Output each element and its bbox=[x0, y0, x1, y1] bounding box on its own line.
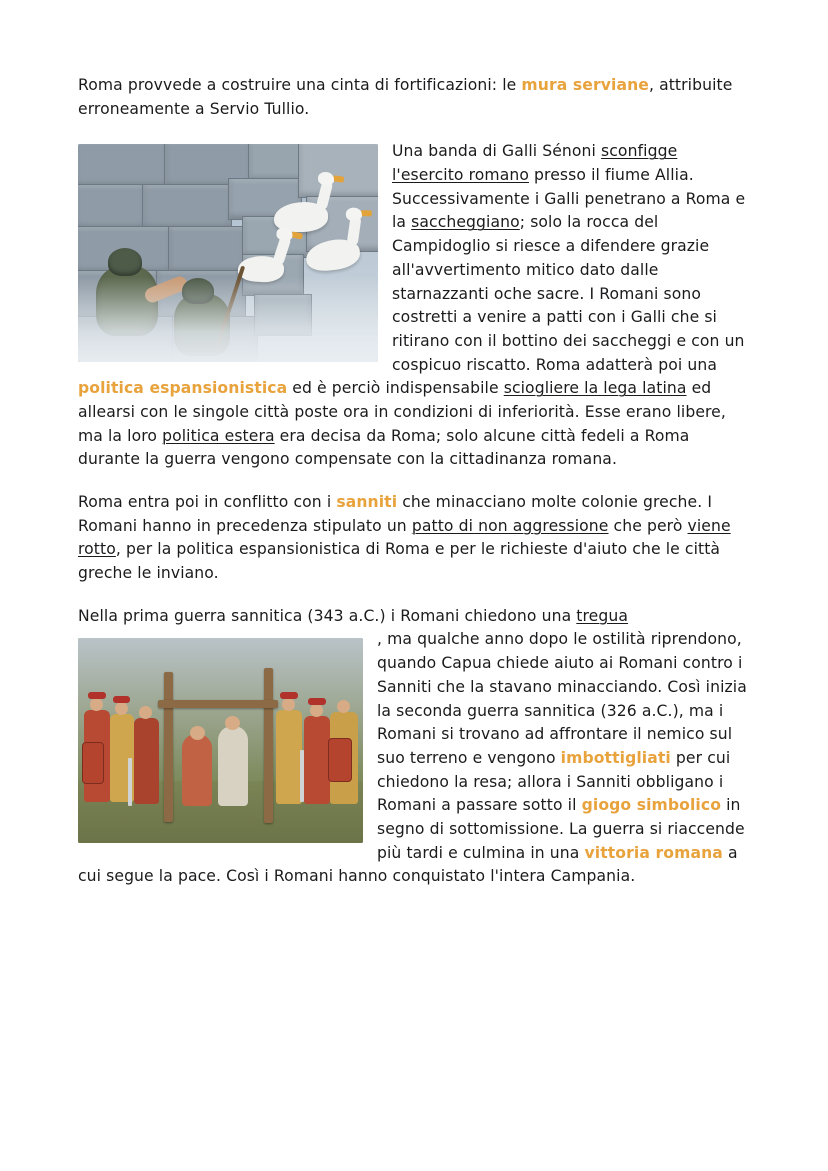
underline-saccheggiano: saccheggiano bbox=[411, 213, 520, 232]
helmet-crest bbox=[280, 692, 298, 699]
figure-captive bbox=[182, 734, 212, 806]
underline-viene-rotto: viene rotto bbox=[78, 516, 731, 559]
text-run: era decisa da Roma; solo alcune città fedeli a Roma durante la guerra vengono compensate con la cittadinanza romana. bbox=[78, 426, 690, 469]
helmet-crest bbox=[88, 692, 106, 699]
underline-politica-estera: politica estera bbox=[162, 426, 275, 445]
text-run: Nella prima guerra sannitica (343 a.C.) i Romani chiedono una bbox=[78, 606, 577, 625]
text-run: in segno di sottomissione. La guerra si riaccende più tardi e culmina in una bbox=[377, 796, 745, 862]
underline-sconfigge-esercito: sconfigge l'esercito romano bbox=[392, 142, 678, 185]
highlight-giogo-simbolico: giogo simbolico bbox=[581, 796, 722, 815]
yoke-crossbar bbox=[158, 700, 278, 708]
shield-shape bbox=[82, 742, 104, 784]
yoke-post-left bbox=[164, 672, 173, 822]
text-run: ed allearsi con le singole città poste ora in condizioni di inferiorità. Esse erano libere, ma la loro bbox=[78, 379, 726, 445]
sword-shape bbox=[128, 758, 132, 806]
text-run: Roma provvede a costruire una cinta di fortificazioni: le bbox=[78, 76, 522, 94]
highlight-politica-espansionistica: politica espansionistica bbox=[78, 379, 288, 398]
figure-soldier bbox=[276, 710, 302, 804]
illustration-mist bbox=[78, 277, 378, 362]
helmet-crest bbox=[113, 696, 130, 703]
text-run: , attribuite erroneamente a Servio Tullio. bbox=[78, 76, 733, 118]
highlight-mura-serviane: mura serviane bbox=[521, 76, 649, 94]
oche-capitoline-illustration bbox=[78, 144, 378, 362]
soldier-helmet bbox=[108, 248, 142, 276]
highlight-vittoria-romana: vittoria romana bbox=[584, 843, 723, 862]
figure-soldier bbox=[304, 716, 330, 804]
text-run: ed è perciò indispensabile bbox=[287, 379, 504, 398]
text-run: , per la politica espansionistica di Roma e per le richieste d'aiuto che le città greche le inviano. bbox=[78, 540, 721, 583]
underline-tregua: tregua bbox=[576, 606, 629, 625]
underline-patto-non-aggressione: patto di non aggressione bbox=[411, 516, 609, 535]
text-run: Roma entra poi in conflitto con i bbox=[78, 493, 337, 511]
block-galli-senoni bbox=[78, 140, 750, 491]
block-guerre-sannitiche bbox=[78, 605, 750, 908]
paragraph-mura-serviane bbox=[78, 74, 750, 121]
text-run: che però bbox=[608, 516, 688, 535]
text-run: a cui segue la pace. Così i Romani hanno conquistato l'intera Campania. bbox=[78, 843, 738, 886]
text-run: Una banda di Galli Sénoni bbox=[392, 142, 602, 161]
giogo-caudino-illustration bbox=[78, 638, 363, 843]
text-run: ; solo la rocca del Campidoglio si riesce a difendere grazie all'avvertimento mitico dato dalle starnazzanti oche sacre. I Romani sono costretti a venire a patti con i Galli che si ritirano con il bottino dei saccheggi e con un cospicuo riscatto. Roma adatterà poi una bbox=[392, 213, 745, 374]
shield-shape bbox=[328, 738, 352, 782]
document-body bbox=[78, 74, 750, 908]
text-run: , ma qualche anno dopo le ostilità riprendono, quando Capua chiede aiuto ai Romani contro i Sanniti che la stavano minacciando. Così inizia la seconda guerra sannitica (326 a.C.), ma i Romani si trovano ad affrontare il nemico sul suo terreno e vengono bbox=[377, 630, 747, 767]
paragraph-sanniti-conflitto bbox=[78, 491, 750, 586]
yoke-post-right bbox=[264, 668, 273, 823]
text-run: presso il fiume Allia. Successivamente i Galli penetrano a Roma e la bbox=[392, 166, 746, 232]
underline-sciogliere-lega-latina: sciogliere la lega latina bbox=[503, 379, 687, 398]
text-run: che minacciano molte colonie greche. I Romani hanno in precedenza stipulato un bbox=[78, 493, 713, 535]
highlight-imbottigliati: imbottigliati bbox=[560, 748, 671, 767]
highlight-sanniti: sanniti bbox=[336, 493, 398, 511]
figure-captive bbox=[218, 726, 248, 806]
helmet-crest bbox=[308, 698, 326, 705]
sword-shape bbox=[300, 750, 304, 802]
figure-soldier bbox=[134, 718, 159, 804]
paragraph-guerre-sannitiche-intro bbox=[78, 605, 750, 629]
text-run: per cui chiedono la resa; allora i Sanniti obbligano i Romani a passare sotto il bbox=[377, 748, 731, 815]
